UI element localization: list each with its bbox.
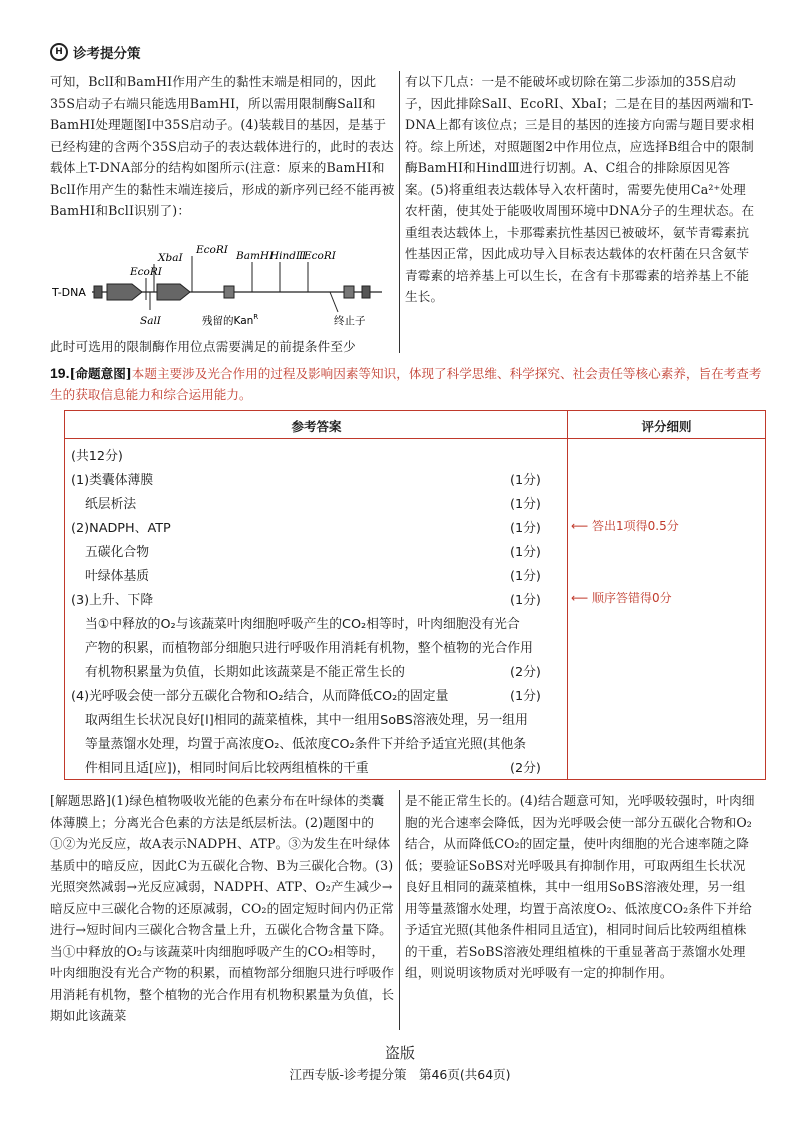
answer-row: (2)NADPH、ATP — [71, 521, 171, 536]
tdna-label: T-DNA — [52, 286, 86, 299]
tdna-structure-diagram — [52, 238, 392, 338]
scoring-note-1: ⟵ 答出1项得0.5分 — [571, 519, 679, 533]
ecori-1-label: EcoRⅠ — [130, 266, 162, 278]
answer-points: (1分) — [510, 473, 541, 488]
answer-points: (2分) — [510, 761, 541, 776]
answer-row: 纸层析法 — [85, 497, 137, 512]
answer-row: 叶绿体基质 — [85, 569, 149, 584]
answer-points: (1分) — [510, 593, 541, 608]
terminator-block — [344, 286, 354, 298]
answer-row: 五碳化合物 — [85, 545, 149, 560]
hindiii-label: HindⅢ — [270, 250, 307, 262]
answer-points: (1分) — [510, 569, 541, 584]
promoter-35s-2-icon — [157, 284, 190, 300]
left-column-text — [50, 71, 395, 222]
solution-left: [解题思路](1)绿色植物吸收光能的色素分布在叶绿体的类囊体薄膜上；分离光合色素的方法是纸层析法。(2)题图中的①②为光反应，故A表示NADPH、ATP。③为发生在叶绿体基质中的暗反应，因此C为五碳化合物、B为三碳化合物。(3)光照突然减弱→光反应减弱，NADPH、ATP、O₂产生减少→暗反应中三碳化合物的还原减弱，CO₂的固定短时间内仍正常进行→短时间内三碳化合物含量上升，五碳化合物含量下降。当①中释放的O₂与该蔬菜叶肉细胞呼吸产生的CO₂相等时，叶肉细胞没有光合产物的积累，而植物部分细胞只进行呼吸作用消耗有机物，整个植物的光合作用有机物积累量为负值，长期如此该蔬菜 — [50, 793, 395, 1023]
header-answer: 参考答案 — [291, 419, 342, 434]
question-number: 19. — [50, 365, 70, 381]
table-header — [65, 411, 765, 439]
table-divider — [567, 411, 568, 779]
answer-row: (3)上升、下降 — [71, 593, 154, 608]
answer-row: (1)类囊体薄膜 — [71, 473, 154, 488]
q19-intent — [50, 363, 765, 405]
arrow-left-icon: ⟵ — [571, 519, 593, 533]
scoring-note-2: ⟵ 顺序答错得0分 — [571, 591, 672, 605]
answer-para4-line3: 件相同且适[应])，相同时间后比较两组植株的干重 — [85, 761, 369, 776]
answer-points: (1分) — [510, 521, 541, 536]
bamhi-label: BamHⅠ — [236, 250, 274, 262]
kan-residue-label: 残留的Kan$^R$ — [202, 313, 259, 327]
answer-table — [64, 410, 766, 780]
answer-points: (2分) — [510, 665, 541, 680]
right-border-block — [362, 286, 370, 298]
answer-points: (1分) — [510, 545, 541, 560]
left-column-tail: 此时可选用的限制酶作用位点需要满足的前提条件至少 — [50, 339, 356, 354]
page-header — [50, 42, 141, 62]
footer-text: 江西专版-诊考提分策 第46页(共64页) — [289, 1067, 511, 1082]
answer-para4-line2: 等量蒸馏水处理，均置于高浓度O₂、低浓度CO₂条件下并给予适宜光照(其他条 — [85, 737, 527, 752]
arrow-left-icon: ⟵ — [571, 591, 593, 605]
xbai-label: XbaⅠ — [158, 252, 183, 264]
total-points: (共12分) — [71, 449, 123, 464]
terminator-pointer — [330, 292, 338, 312]
solution-right: 是不能正常生长的。(4)结合题意可知，光呼吸较强时，叶肉细胞的光合速率会降低，因为光呼吸会使一部分五碳化合物和O₂结合，从而降低CO₂的固定量，使叶肉细胞的光合速率随之降低；要验证SoBS对光呼吸具有抑制作用，可取两组生长状况良好且相同的蔬菜植株，其中一组用SoBS溶液处理，另一组用等量蒸馏水处理，均置于高浓度O₂、低浓度CO₂条件下并给予适宜光照(其他条件相同且适宜)，相同时间后比较两组植株的干重，若SoBS溶液处理组植株的干重显著高于蒸馏水处理组，则说明该物质对光呼吸有一定的抑制作用。 — [405, 793, 755, 980]
intent-text: 本题主要涉及光合作用的过程及影响因素等知识，体现了科学思维、科学探究、社会责任等核心素养，旨在考查考生的获取信息能力和综合运用能力。 — [50, 366, 762, 402]
answer-para4-line1: 取两组生长状况良好[l]相同的蔬菜植株，其中一组用SoBS溶液处理，另一组用 — [85, 713, 528, 728]
answer-points: (1分) — [510, 689, 541, 704]
ecori-3-label: EcoRⅠ — [304, 250, 336, 262]
left-border-block — [94, 286, 102, 298]
sali-label: SalⅠ — [140, 315, 161, 327]
answer-points: (1分) — [510, 497, 541, 512]
answer-para3-line2: 产物的积累，而植物部分细胞只进行呼吸作用消耗有机物，整个植物的光合作用 — [85, 641, 533, 656]
header-rule: 评分细则 — [641, 419, 692, 434]
intent-tag: [命题意图] — [69, 366, 132, 381]
brand-title: 诊考提分策 — [73, 46, 141, 62]
right-column-paragraph: 有以下几点：一是不能破坏或切除在第二步添加的35S启动子，因此排除SalⅠ、EcoRⅠ、XbaⅠ；二是在目的基因两端和T-DNA上都有该位点；三是目的基因的连接方向需与题目要求相符。综上所述，对照题图2中作用位点，应选择B组合中的限制酶BamHⅠ和HindⅢ进行切割。A、C组合的排除原因见答案。(5)将重组表达载体导入农杆菌时，需要先使用Ca²⁺处理农杆菌，使其处于能吸收周围环境中DNA分子的生理状态。在重组表达载体上，卡那霉素抗性基因已被破坏，氨苄青霉素抗性基因正常，因此成功导入目标表达载体的农杆菌在只含氨苄青霉素的培养基上可以生长，在含有卡那霉素的培养基上不能生长。 — [405, 74, 755, 304]
solution-divider — [399, 790, 400, 1030]
column-divider — [399, 71, 400, 353]
answer-para3-line1: 当①中释放的O₂与该蔬菜叶肉细胞呼吸产生的CO₂相等时，叶肉细胞没有光合 — [85, 617, 520, 632]
left-column-paragraph: 可知，BclⅠ和BamHⅠ作用产生的黏性末端是相同的，因此35S启动子右端只能选用BamHⅠ，所以需用限制酶SalⅠ和BamHⅠ处理题图Ⅰ中35S启动子。(4)装载目的基因，是基于已经构建的含两个35S启动子的表达载体进行的，此时的表达载体上T-DNA部分的结构如图所示(注意：原来的BamHⅠ和BclⅠ作用产生的黏性末端连接后，形成的新序列已经不能再被BamHⅠ和BclⅠ识别了)： — [50, 74, 395, 218]
page-footer — [0, 1042, 800, 1083]
answer-para3-line3: 有机物积累量为负值，长期如此该蔬菜是不能正常生长的 — [85, 665, 405, 680]
residual-kan-block — [224, 286, 234, 298]
brand-logo-icon: H — [50, 43, 68, 61]
watermark: 盗版 — [384, 1044, 415, 1062]
promoter-35s-1-icon — [107, 284, 142, 300]
right-column-text — [405, 71, 755, 308]
terminator-label: 终止子 — [334, 315, 366, 327]
ecori-2-label: EcoRⅠ — [196, 244, 228, 256]
answer-row4: (4)光呼吸会使一部分五碳化合物和O₂结合，从而降低CO₂的固定量 — [71, 689, 449, 704]
